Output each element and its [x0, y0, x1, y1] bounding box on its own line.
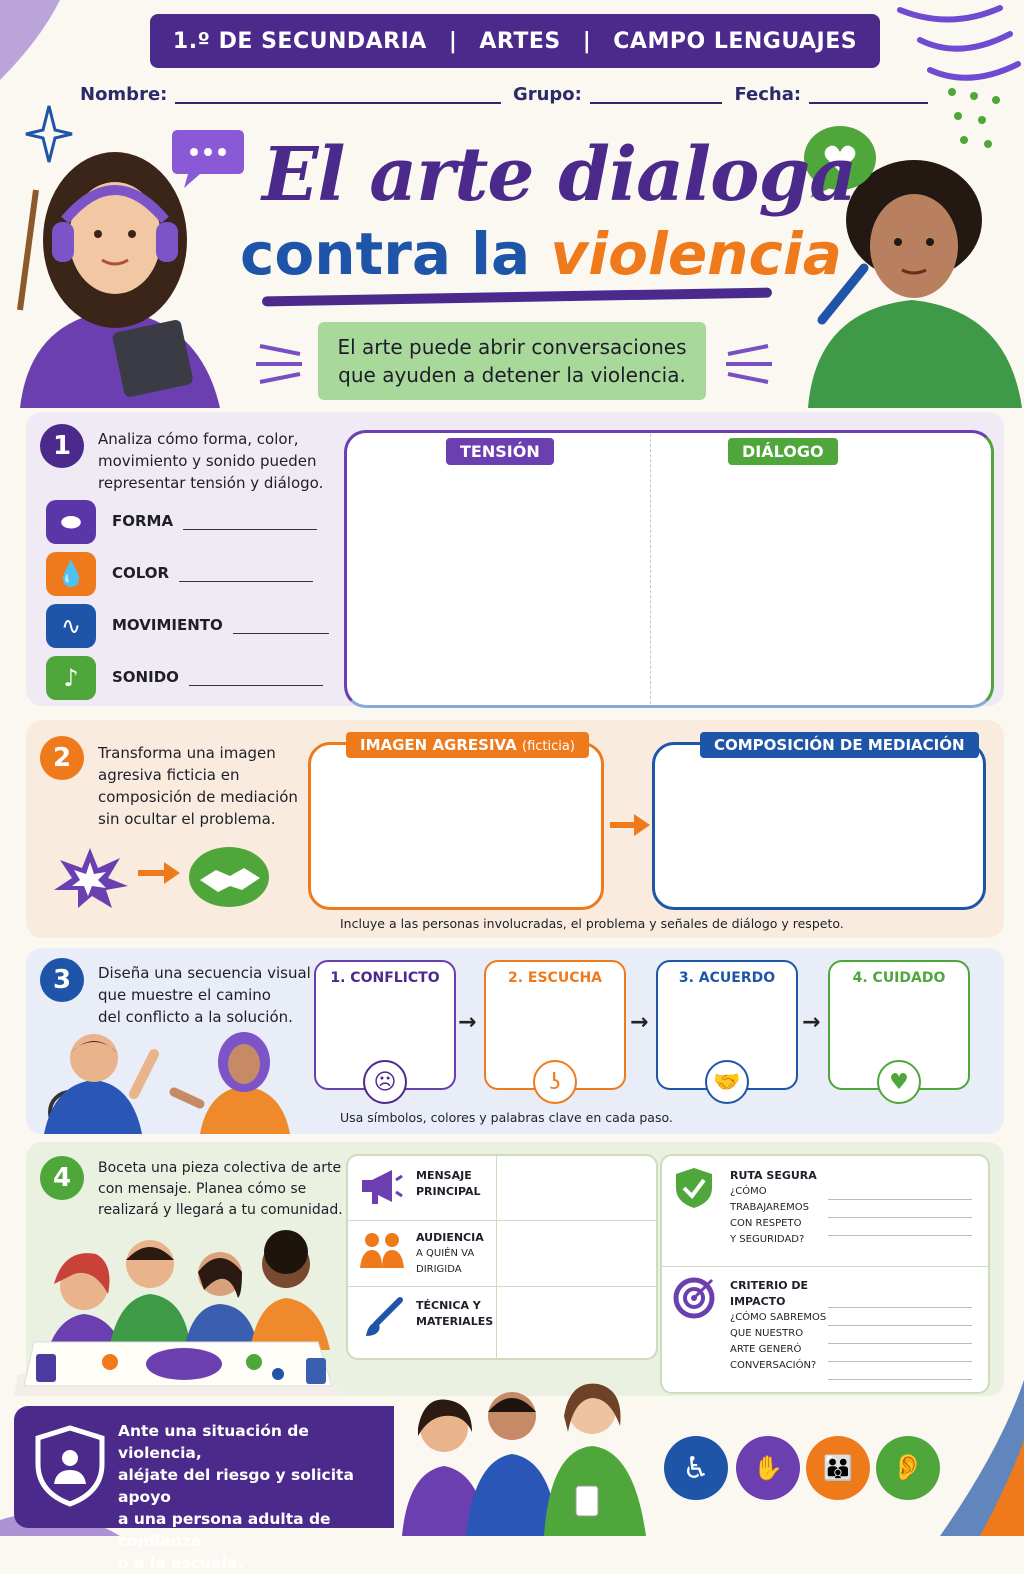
sonido-field[interactable]	[189, 672, 323, 686]
instruction-line: sin ocultar el problema.	[98, 810, 276, 828]
section-1-instructions	[98, 428, 348, 494]
shield-check-icon	[674, 1166, 714, 1210]
wave-icon: ∿	[46, 604, 96, 648]
subtitle-banner	[318, 322, 706, 400]
forma-row	[112, 512, 317, 530]
instruction-line: del conflicto a la solución.	[98, 1008, 293, 1026]
section-3-note: Usa símbolos, colores y palabras clave en cada paso.	[340, 1110, 673, 1125]
movimiento-label: MOVIMIENTO	[112, 616, 223, 634]
instruction-line: Transforma una imagen	[98, 744, 276, 762]
row-label: MATERIALES	[416, 1315, 494, 1328]
row-label: RUTA SEGURA	[730, 1169, 817, 1182]
sequence-step-cuidado[interactable]	[828, 960, 970, 1095]
row-sublabel: ¿CÓMO SABREMOS	[730, 1312, 827, 1323]
handshake-icon: 🤝	[705, 1060, 749, 1104]
row-label: IMPACTO	[730, 1295, 786, 1308]
group-label: Grupo:	[512, 84, 582, 105]
students-talking-illustration	[24, 1024, 300, 1134]
safety-message-text	[118, 1420, 398, 1574]
page-title: El arte dialoga	[262, 132, 857, 218]
sequence-step-acuerdo[interactable]	[656, 960, 798, 1095]
aggressive-image-label	[346, 732, 589, 758]
tension-dialogo-drawing-area[interactable]	[344, 430, 994, 708]
safety-line: o a la escuela.	[118, 1554, 244, 1572]
hearing-icon: 👂	[876, 1436, 940, 1500]
forma-label: FORMA	[112, 512, 174, 530]
subject-label: ARTES	[479, 28, 561, 54]
sequence-arrow-icon: →	[802, 1010, 821, 1035]
shape-icon: ⬬	[46, 500, 96, 544]
row-label: AUDIENCIA	[416, 1231, 484, 1244]
tension-label: TENSIÓN	[446, 438, 554, 465]
mediation-composition-label: COMPOSICIÓN DE MEDIACIÓN	[700, 732, 979, 758]
row-sublabel: CONVERSACIÓN?	[730, 1360, 817, 1371]
row-sublabel: CON RESPETO	[730, 1218, 802, 1229]
dialogo-label: DIÁLOGO	[728, 438, 838, 465]
sonido-row	[112, 668, 323, 686]
sign-language-icon: ✋	[736, 1436, 800, 1500]
collective-art-illustration	[14, 1224, 344, 1396]
section-4-instructions	[98, 1158, 348, 1221]
subtitle-line: El arte puede abrir conversaciones	[337, 335, 687, 359]
transform-arrow-icon	[136, 858, 182, 888]
row-sublabel: DIRIGIDA	[416, 1264, 462, 1275]
wheelchair-icon: ♿	[664, 1436, 728, 1500]
target-icon	[672, 1276, 716, 1320]
forma-field[interactable]	[183, 516, 317, 530]
banner-separator: |	[448, 28, 458, 54]
audiencia-label	[416, 1230, 484, 1278]
acuerdo-label: 3. ACUERDO	[678, 970, 776, 986]
conflicto-label: 1. CONFLICTO	[330, 970, 440, 986]
section-3-instructions	[98, 962, 318, 1028]
banner-separator: |	[582, 28, 592, 54]
music-note-icon: ♪	[46, 656, 96, 700]
grade-banner	[150, 14, 880, 68]
row-label: TÉCNICA Y	[416, 1299, 481, 1312]
adults-support-illustration	[384, 1376, 654, 1536]
escucha-label: 2. ESCUCHA	[507, 970, 603, 986]
sonido-label: SONIDO	[112, 668, 179, 686]
safety-line: a una persona adulta de confianza	[118, 1510, 331, 1550]
instruction-line: que muestre el camino	[98, 986, 271, 1004]
handshake-icon	[186, 844, 272, 910]
row-label: PRINCIPAL	[416, 1185, 481, 1198]
sequence-arrow-icon: →	[630, 1010, 649, 1035]
safety-line: aléjate del riesgo y solicita apoyo	[118, 1466, 354, 1506]
subtitle-line: que ayuden a detener la violencia.	[338, 363, 686, 387]
instruction-line: agresiva ficticia en	[98, 766, 240, 784]
audience-icon	[360, 1230, 404, 1270]
sequence-arrow-icon: →	[458, 1010, 477, 1035]
step-number-4: 4	[40, 1156, 84, 1200]
row-sublabel: Y SEGURIDAD?	[730, 1234, 805, 1245]
title-violencia-text: violencia	[550, 220, 842, 288]
group-field[interactable]	[590, 86, 723, 104]
color-row	[112, 564, 313, 582]
mediation-composition-box[interactable]	[652, 742, 986, 910]
right-arrow-icon	[608, 810, 652, 840]
ruta-segura-label	[730, 1168, 817, 1248]
step-number-3: 3	[40, 958, 84, 1002]
row-sublabel: ARTE GENERÓ	[730, 1344, 802, 1355]
aggressive-image-title: IMAGEN AGRESIVA	[360, 736, 517, 754]
row-sublabel: TRABAJAREMOS	[730, 1202, 809, 1213]
angry-face-icon: ☹	[363, 1060, 407, 1104]
burst-icon	[50, 846, 130, 910]
name-field[interactable]	[175, 86, 501, 104]
color-label: COLOR	[112, 564, 170, 582]
instruction-line: Diseña una secuencia visual	[98, 964, 311, 982]
plan-answers-area[interactable]	[496, 1158, 654, 1356]
step-number-2: 2	[40, 736, 84, 780]
drawing-divider	[650, 434, 651, 704]
page-title-second-line	[240, 220, 842, 288]
student-info-row	[80, 84, 940, 105]
safety-line: Ante una situación de violencia,	[118, 1422, 309, 1462]
instruction-line: composición de mediación	[98, 788, 298, 806]
grade-label: 1.º DE SECUNDARIA	[172, 28, 427, 54]
fictitious-note: (ficticia)	[522, 739, 575, 754]
movimiento-row	[112, 616, 329, 634]
group-icon: 👪	[806, 1436, 870, 1500]
emphasis-lines-icon	[250, 336, 312, 386]
drop-icon: 💧	[46, 552, 96, 596]
section-2-instructions	[98, 742, 318, 830]
table-divider	[662, 1266, 988, 1267]
care-heart-icon: ♥	[877, 1060, 921, 1104]
criterio-impacto-lines[interactable]	[828, 1294, 972, 1384]
ruta-segura-lines[interactable]	[828, 1186, 972, 1240]
row-label: MENSAJE	[416, 1169, 472, 1182]
megaphone-icon	[358, 1166, 402, 1206]
movimiento-field[interactable]	[233, 620, 329, 634]
row-sublabel: ¿CÓMO	[730, 1186, 767, 1197]
instruction-line: con mensaje. Planea cómo se	[98, 1181, 307, 1197]
sequence-step-escucha[interactable]	[484, 960, 626, 1095]
date-label: Fecha:	[734, 84, 802, 105]
row-sublabel: QUE NUESTRO	[730, 1328, 804, 1339]
tecnica-label	[416, 1298, 493, 1330]
instruction-line: movimiento y sonido pueden	[98, 452, 317, 470]
cuidado-label: 4. CUIDADO	[852, 970, 946, 986]
instruction-line: Analiza cómo forma, color,	[98, 430, 299, 448]
row-sublabel: A QUIÉN VA	[416, 1248, 475, 1259]
date-field[interactable]	[809, 86, 928, 104]
aggressive-image-box[interactable]	[308, 742, 604, 910]
shield-person-icon	[34, 1424, 106, 1508]
emphasis-lines-icon	[716, 336, 778, 386]
sequence-step-conflicto[interactable]	[314, 960, 456, 1095]
criterio-impacto-label	[730, 1278, 826, 1374]
paintbrush-icon	[362, 1296, 404, 1338]
field-label: CAMPO LENGUAJES	[613, 28, 858, 54]
mensaje-principal-label	[416, 1168, 481, 1200]
instruction-line: realizará y llegará a tu comunidad.	[98, 1202, 343, 1218]
step-number-1: 1	[40, 424, 84, 468]
section-2-note: Incluye a las personas involucradas, el problema y señales de diálogo y respeto.	[340, 916, 844, 931]
ear-icon: ʖ	[533, 1060, 577, 1104]
title-contra-text: contra la	[240, 220, 531, 288]
chat-bubble-icon	[170, 124, 246, 192]
row-label: CRITERIO DE	[730, 1279, 809, 1292]
instruction-line: representar tensión y diálogo.	[98, 474, 324, 492]
name-label: Nombre:	[80, 84, 168, 105]
instruction-line: Boceta una pieza colectiva de arte	[98, 1160, 342, 1176]
color-field[interactable]	[179, 568, 313, 582]
